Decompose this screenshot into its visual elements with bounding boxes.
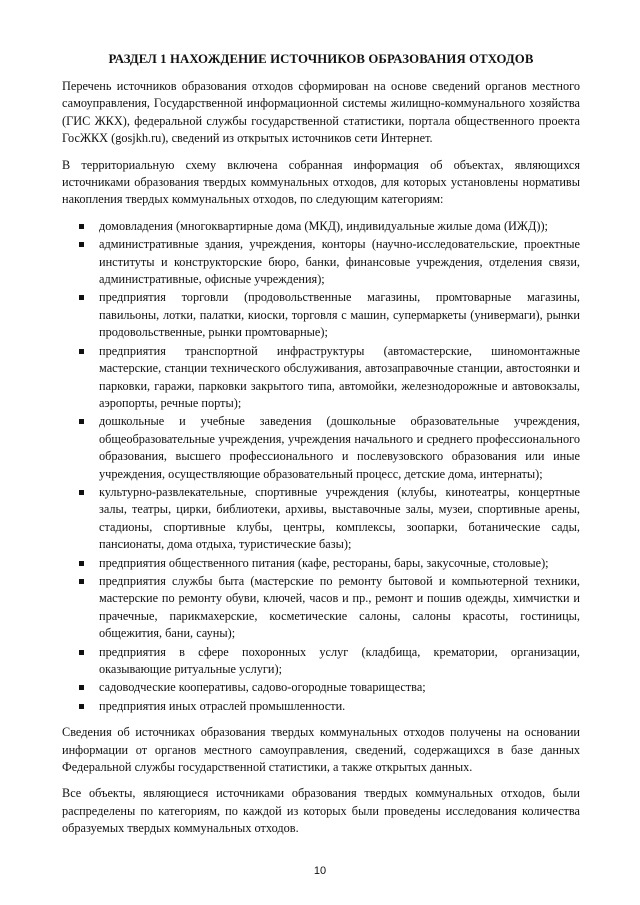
list-item-text: предприятия торговли (продовольственные магазины, промтоварные магазины, павильоны, лотки, палатки, киоски, торговля с машин, супермаркеты (универмаги), рынки продовольственные, рынки промтоварные); xyxy=(99,290,580,340)
sources-paragraph: Сведения об источниках образования твердых коммунальных отходов получены на основании информации от органов местного самоуправления, сведений, содержащихся в базе данных Федеральной службы государственной статистики, а также открытых данных. xyxy=(62,725,580,775)
distribution-paragraph: Все объекты, являющиеся источниками образования твердых коммунальных отходов, были распределены по категориям, по каждой из которых были проведены исследования количества образуемых твердых коммунальных отходов. xyxy=(62,786,580,836)
categories-list xyxy=(62,218,580,715)
list-item-text: дошкольные и учебные заведения (дошкольные образовательные учреждения, общеобразовательные учреждения, учреждения начального и среднего профессионального образования, высшего профессионального и послевузовского образования или иные учреждения, осуществляющие образовательный процесс, детские дома, интернаты); xyxy=(99,414,580,481)
categories-intro-paragraph: В территориальную схему включена собранная информация об объектах, являющихся источниками образования твердых коммунальных отходов, для которых установлены нормативы накопления твердых коммунальных отходов, по следующим категориям: xyxy=(62,157,580,207)
page-content xyxy=(62,51,580,847)
bullet-square-icon xyxy=(79,419,84,424)
list-item xyxy=(62,644,580,679)
intro-paragraph: Перечень источников образования отходов сформирован на основе сведений органов местного самоуправления, Государственной информационной системы жилищно-коммунального хозяйства (ГИС ЖКХ), федеральной службы государственной статистики, портала общественного проекта ГосЖКХ (gosjkh.ru), сведений из открытых источников сети Интернет. xyxy=(62,79,580,146)
bullet-square-icon xyxy=(79,224,84,229)
list-item-text: домовладения (многоквартирные дома (МКД), индивидуальные жилые дома (ИЖД)); xyxy=(99,218,548,233)
list-item-text: административные здания, учреждения, конторы (научно-исследовательские, проектные институты и конструкторские бюро, банки, финансовые учреждения, отделения связи, административные, офисные учреждения); xyxy=(99,237,580,287)
section-title: РАЗДЕЛ 1 НАХОЖДЕНИЕ ИСТОЧНИКОВ ОБРАЗОВАНИЯ ОТХОДОВ xyxy=(108,52,534,66)
list-item xyxy=(62,343,580,413)
page-number: 10 xyxy=(313,865,327,877)
list-item xyxy=(62,484,580,554)
bullet-square-icon xyxy=(79,349,84,354)
list-item-text: предприятия транспортной инфраструктуры (автомастерские, шиномонтажные мастерские, станции технического обслуживания, автозаправочные станции, автостоянки и парковки, гаражи, парковки закрытого типа, автомойки, железнодорожные и автовокзалы, аэропорты, речные порты); xyxy=(99,343,580,410)
list-item-text: предприятия службы быта (мастерские по ремонту бытовой и компьютерной техники, мастерские по ремонту обуви, ключей, часов и пр., ремонт и пошив одежды, химчистки и прачечные, парикмахерские, косметические салоны, салоны красоты, гостиницы, общежития, бани, сауны); xyxy=(99,573,580,641)
bullet-square-icon xyxy=(79,561,84,566)
bullet-square-icon xyxy=(79,685,84,690)
bullet-square-icon xyxy=(79,704,84,709)
list-item xyxy=(62,679,580,696)
list-item xyxy=(62,236,580,288)
list-item-text: предприятия иных отраслей промышленности. xyxy=(99,698,346,713)
bullet-square-icon xyxy=(79,650,84,655)
list-item xyxy=(62,289,580,341)
bullet-square-icon xyxy=(79,295,84,300)
list-item-text: культурно-развлекательные, спортивные учреждения (клубы, кинотеатры, концертные залы, театры, цирки, библиотеки, архивы, выставочные залы, музеи, спортивные арены, стадионы, спортивные клубы, центры, комплексы, зоопарки, ботанические сады, пансионаты, дома отдыха, туристические базы); xyxy=(99,484,580,552)
bullet-square-icon xyxy=(79,579,84,584)
list-item-text: садоводческие кооперативы, садово-огородные товарищества; xyxy=(99,680,426,695)
list-item-text: предприятия общественного питания (кафе, рестораны, бары, закусочные, столовые); xyxy=(99,555,549,570)
bullet-square-icon xyxy=(79,242,84,247)
list-item xyxy=(62,698,580,715)
list-item xyxy=(62,573,580,643)
list-item-text: предприятия в сфере похоронных услуг (кладбища, крематории, организации, оказывающие ритуальные услуги); xyxy=(99,644,580,676)
list-item xyxy=(62,218,580,235)
bullet-square-icon xyxy=(79,490,84,495)
list-item xyxy=(62,555,580,572)
list-item xyxy=(62,413,580,483)
